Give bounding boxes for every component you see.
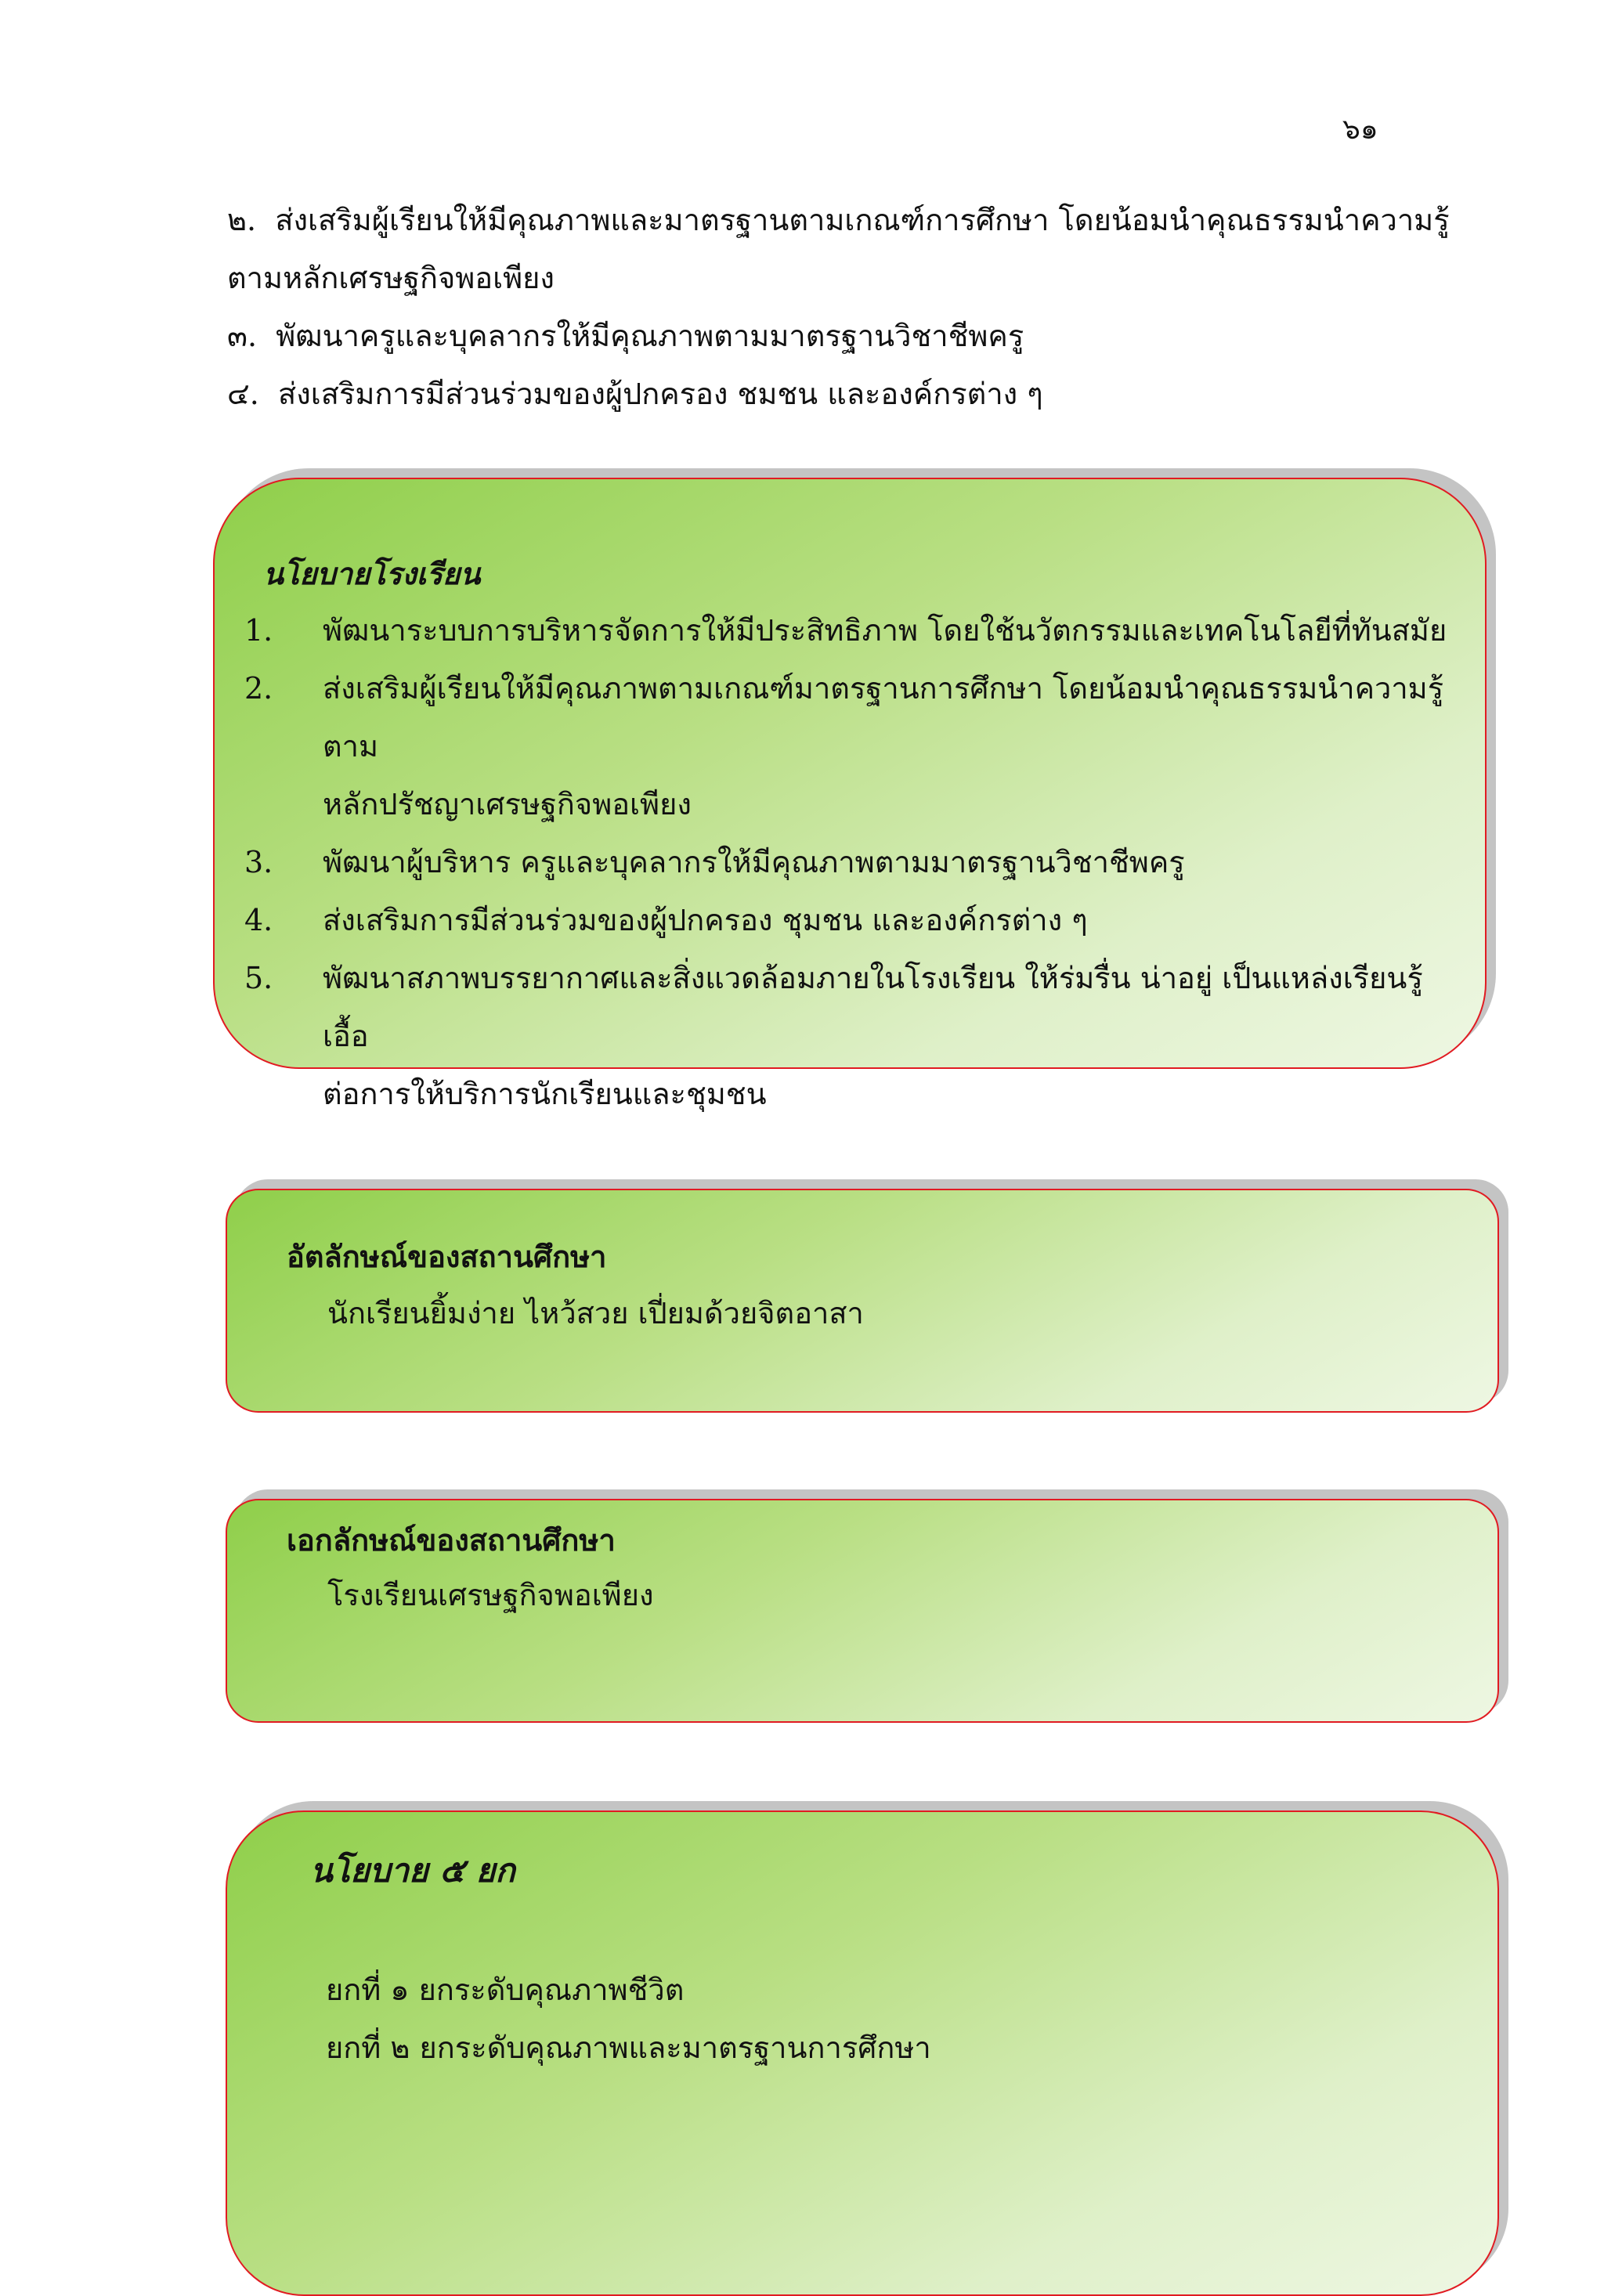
list-item: ยกที่ ๒ ยกระดับคุณภาพและมาตรฐานการศึกษา xyxy=(326,2031,931,2065)
school-policy-box xyxy=(213,478,1487,1111)
intro-item: ๓. พัฒนาครูและบุคลากรให้มีคุณภาพตามมาตรฐานวิชาชีพครู xyxy=(227,319,1024,353)
list-item: 5. พัฒนาสภาพบรรยากาศและสิ่งแวดล้อมภายในโรงเรียน ให้ร่มรื่น น่าอยู่ เป็นแหล่งเรียนรู้ เอื้อ ต่อการให้บริการนักเรียนและชุมชน xyxy=(244,961,1423,1111)
list-item: 3. พัฒนาผู้บริหาร ครูและบุคลากรให้มีคุณภาพตามมาตรฐานวิชาชีพครู xyxy=(244,845,1185,879)
identity-box xyxy=(226,1189,1499,1413)
five-policy-heading: นโยบาย ๕ ยก xyxy=(310,1851,515,1890)
list-item: 2. ส่งเสริมผู้เรียนให้มีคุณภาพตามเกณฑ์มาตรฐานการศึกษา โดยน้อมนำคุณธรรมนำความรู้ ตาม หลักปรัชญาเศรษฐกิจพอเพียง xyxy=(244,671,1444,821)
school-policy-heading: นโยบายโรงเรียน xyxy=(263,556,481,591)
intro-item: ๒. ส่งเสริมผู้เรียนให้มีคุณภาพและมาตรฐานตามเกณฑ์การศึกษา โดยน้อมนำคุณธรรมนำความรู้ xyxy=(227,203,1450,237)
intro-item-continuation: ตามหลักเศรษฐกิจพอเพียง xyxy=(227,261,555,295)
list-item: 4. ส่งเสริมการมีส่วนร่วมของผู้ปกครอง ชุมชน และองค์กรต่าง ๆ xyxy=(244,903,1088,937)
identity-text: นักเรียนยิ้มง่าย ไหว้สวย เปี่ยมด้วยจิตอาสา xyxy=(327,1296,864,1330)
uniqueness-heading: เอกลักษณ์ของสถานศึกษา xyxy=(287,1522,616,1558)
school-policy-list xyxy=(244,601,1466,1123)
uniqueness-box xyxy=(226,1499,1499,1723)
list-item: ยกที่ ๑ ยกระดับคุณภาพชีวิต xyxy=(326,1973,685,2007)
identity-heading: อัตลักษณ์ของสถานศึกษา xyxy=(287,1239,607,1274)
uniqueness-text: โรงเรียนเศรษฐกิจพอเพียง xyxy=(327,1578,654,1612)
intro-list xyxy=(227,191,1450,423)
five-policy-box xyxy=(226,1810,1499,2296)
page-number: ๖๑ xyxy=(1342,114,1378,146)
list-item: 1. พัฒนาระบบการบริหารจัดการให้มีประสิทธิภาพ โดยใช้นวัตกรรมและเทคโนโลยีที่ทันสมัย xyxy=(244,613,1447,648)
intro-item: ๔. ส่งเสริมการมีส่วนร่วมของผู้ปกครอง ชมชน และองค์กรต่าง ๆ xyxy=(227,377,1043,411)
